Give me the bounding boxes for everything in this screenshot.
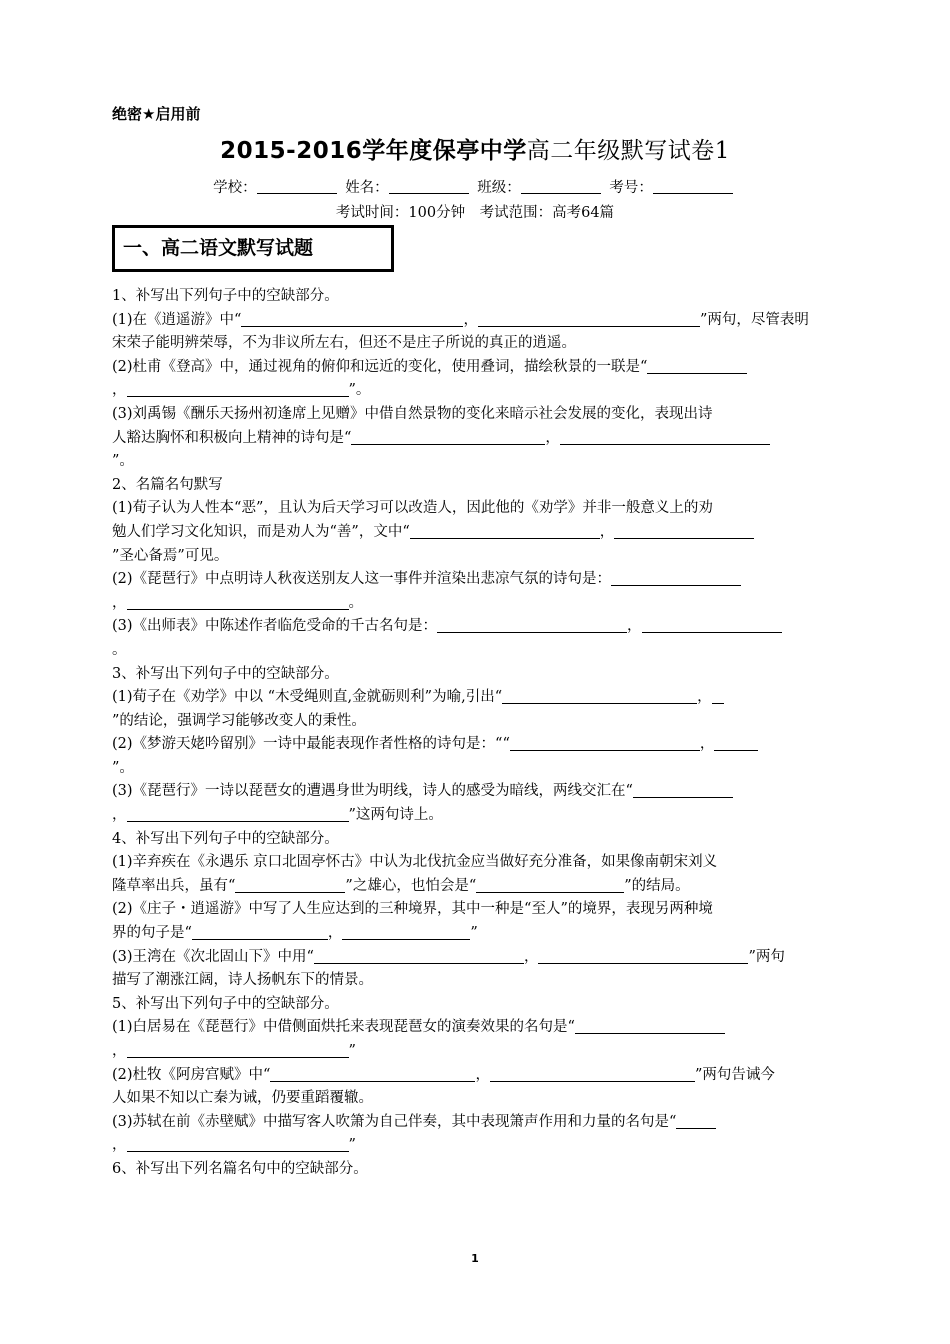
q4-heading: 4、补写出下列句子中的空缺部分。 bbox=[112, 830, 339, 847]
q3-3-line: (3)《琵琶行》一诗以琵琶女的遭遇身世为明线，诗人的感受为暗线，两线交汇在“ bbox=[112, 780, 838, 804]
answer-blank[interactable] bbox=[712, 688, 724, 704]
q2-1-end: ”圣心备焉”可见。 bbox=[112, 547, 229, 564]
answer-blank[interactable] bbox=[510, 735, 700, 751]
answer-blank[interactable] bbox=[633, 782, 733, 798]
exam-meta: 考试时间：100分钟 考试范围：高考64篇 bbox=[335, 205, 615, 221]
answer-blank[interactable] bbox=[235, 877, 345, 893]
q5-2-cont: 人如果不知以亡秦为诫，仍要重蹈覆辙。 bbox=[112, 1090, 373, 1107]
title-light: 高二年级默写试卷1 bbox=[526, 138, 730, 164]
answer-blank[interactable] bbox=[241, 311, 463, 327]
q5-1-cont: ， ” bbox=[112, 1043, 356, 1059]
q1-1-cont: 宋荣子能明辨荣辱，不为非议所左右，但还不是庄子所说的真正的逍遥。 bbox=[112, 335, 576, 352]
question-body bbox=[112, 285, 838, 1182]
q4-2-line: (2)《庄子・逍遥游》中写了人生应达到的三种境界，其中一种是“至人”的境界，表现另两种境 bbox=[112, 901, 713, 918]
answer-blank[interactable] bbox=[270, 1066, 475, 1082]
answer-blank[interactable] bbox=[538, 948, 748, 964]
title-bold: 2015-2016学年度保亭中学 bbox=[220, 138, 527, 164]
school-label: 学校： bbox=[213, 180, 257, 196]
q4-1-cont: 隆草率出兵，虽有“ ”之雄心，也怕会是“ ”的结局。 bbox=[112, 877, 690, 894]
secret-mark: 绝密★启用前 bbox=[112, 105, 201, 123]
q5-heading: 5、补写出下列句子中的空缺部分。 bbox=[112, 995, 339, 1012]
answer-blank[interactable] bbox=[192, 924, 328, 940]
q2-3-end: 。 bbox=[112, 641, 127, 658]
answer-blank[interactable] bbox=[351, 429, 545, 445]
q3-1-cont: ”的结论，强调学习能够改变人的秉性。 bbox=[112, 712, 366, 729]
exam-title bbox=[112, 132, 838, 165]
q2-1-cont: 勉人们学习文化知识，而是劝人为“善”，文中“ ， bbox=[112, 521, 838, 545]
answer-blank[interactable] bbox=[614, 523, 754, 539]
q1-2-cont: ， ”。 bbox=[112, 382, 371, 399]
q4-2-cont: 界的句子是“ ， ” bbox=[112, 925, 478, 942]
answer-blank[interactable] bbox=[647, 358, 747, 374]
q2-3-line: (3)《出师表》中陈述作者临危受命的千古名句是： ， bbox=[112, 615, 838, 639]
answer-blank[interactable] bbox=[575, 1018, 725, 1034]
school-blank[interactable] bbox=[257, 179, 337, 194]
q3-2-line: (2)《梦游天姥吟留别》一诗中最能表现作者性格的诗句是：““ ， bbox=[112, 733, 838, 757]
answer-blank[interactable] bbox=[490, 1066, 695, 1082]
q1-1-line: (1)在《逍遥游》中“ ， ”两句，尽管表明 bbox=[112, 311, 809, 328]
q1-3-end: ”。 bbox=[112, 453, 134, 470]
answer-blank[interactable] bbox=[127, 594, 349, 610]
q4-3-line: (3)王湾在《次北固山下》中用“ ， ”两句 bbox=[112, 948, 785, 965]
q5-3-cont: ， ” bbox=[112, 1137, 356, 1154]
q5-2-line: (2)杜牧《阿房宫赋》中“ ， ”两句告诫今 bbox=[112, 1066, 775, 1083]
student-info-row bbox=[112, 176, 838, 197]
q4-3-cont: 描写了潮涨江阔，诗人扬帆东下的情景。 bbox=[112, 972, 373, 989]
answer-blank[interactable] bbox=[127, 806, 349, 822]
section-title: 一、高二语文默写试题 bbox=[112, 225, 394, 272]
answer-blank[interactable] bbox=[676, 1113, 716, 1129]
q4-1-line: (1)辛弃疾在《永遇乐 京口北固亭怀古》中认为北伐抗金应当做好充分准备，如果像南朝宋刘义 bbox=[112, 854, 718, 871]
answer-blank[interactable] bbox=[476, 877, 624, 893]
q1-2-line: (2)杜甫《登高》中，通过视角的俯仰和远近的变化，使用叠词，描绘秋景的一联是“ bbox=[112, 356, 838, 380]
q3-3-cont: ， ”这两句诗上。 bbox=[112, 807, 443, 824]
answer-blank[interactable] bbox=[127, 381, 349, 397]
answer-blank[interactable] bbox=[502, 688, 697, 704]
number-label: 考号： bbox=[609, 180, 653, 196]
q5-3-line: (3)苏轼在前《赤壁赋》中描写客人吹箫为自己伴奏，其中表现箫声作用和力量的名句是“ bbox=[112, 1111, 838, 1135]
q5-1-line: (1)白居易在《琵琶行》中借侧面烘托来表现琵琶女的演奏效果的名句是“ bbox=[112, 1016, 838, 1040]
q1-heading: 1、补写出下列句子中的空缺部分。 bbox=[112, 288, 339, 304]
answer-blank[interactable] bbox=[127, 1136, 349, 1152]
q2-heading: 2、名篇名句默写 bbox=[112, 476, 223, 493]
answer-blank[interactable] bbox=[342, 924, 470, 940]
number-blank[interactable] bbox=[653, 179, 733, 194]
answer-blank[interactable] bbox=[127, 1042, 349, 1058]
q2-1-line: (1)荀子认为人性本“恶”，且认为后天学习可以改造人，因此他的《劝学》并非一般意义上的劝 bbox=[112, 500, 713, 517]
answer-blank[interactable] bbox=[478, 311, 700, 327]
page-number: 1 bbox=[471, 1252, 479, 1265]
answer-blank[interactable] bbox=[714, 735, 758, 751]
q1-3-cont: 人豁达胸怀和积极向上精神的诗句是“ ， bbox=[112, 427, 838, 451]
exam-page bbox=[112, 0, 838, 1344]
q3-2-end: ”。 bbox=[112, 759, 134, 776]
class-label: 班级： bbox=[477, 180, 521, 196]
answer-blank[interactable] bbox=[560, 429, 770, 445]
q1-3-line: (3)刘禹锡《酬乐天扬州初逢席上见赠》中借自然景物的变化来暗示社会发展的变化，表现出诗 bbox=[112, 405, 713, 422]
q2-2-cont: ， 。 bbox=[112, 594, 363, 611]
q2-2-line: (2)《琵琶行》中点明诗人秋夜送别友人这一事件并渲染出悲凉气氛的诗句是： bbox=[112, 568, 838, 592]
name-label: 姓名： bbox=[345, 180, 389, 196]
answer-blank[interactable] bbox=[611, 570, 741, 586]
class-blank[interactable] bbox=[521, 179, 601, 194]
q3-1-line: (1)荀子在《劝学》中以 “木受绳则直,金就砺则利”为喻,引出“ ， bbox=[112, 686, 838, 710]
answer-blank[interactable] bbox=[410, 523, 600, 539]
answer-blank[interactable] bbox=[437, 617, 627, 633]
answer-blank[interactable] bbox=[314, 948, 524, 964]
name-blank[interactable] bbox=[389, 179, 469, 194]
answer-blank[interactable] bbox=[642, 617, 782, 633]
q6-heading: 6、补写出下列名篇名句中的空缺部分。 bbox=[112, 1160, 368, 1177]
q3-heading: 3、补写出下列句子中的空缺部分。 bbox=[112, 665, 339, 682]
